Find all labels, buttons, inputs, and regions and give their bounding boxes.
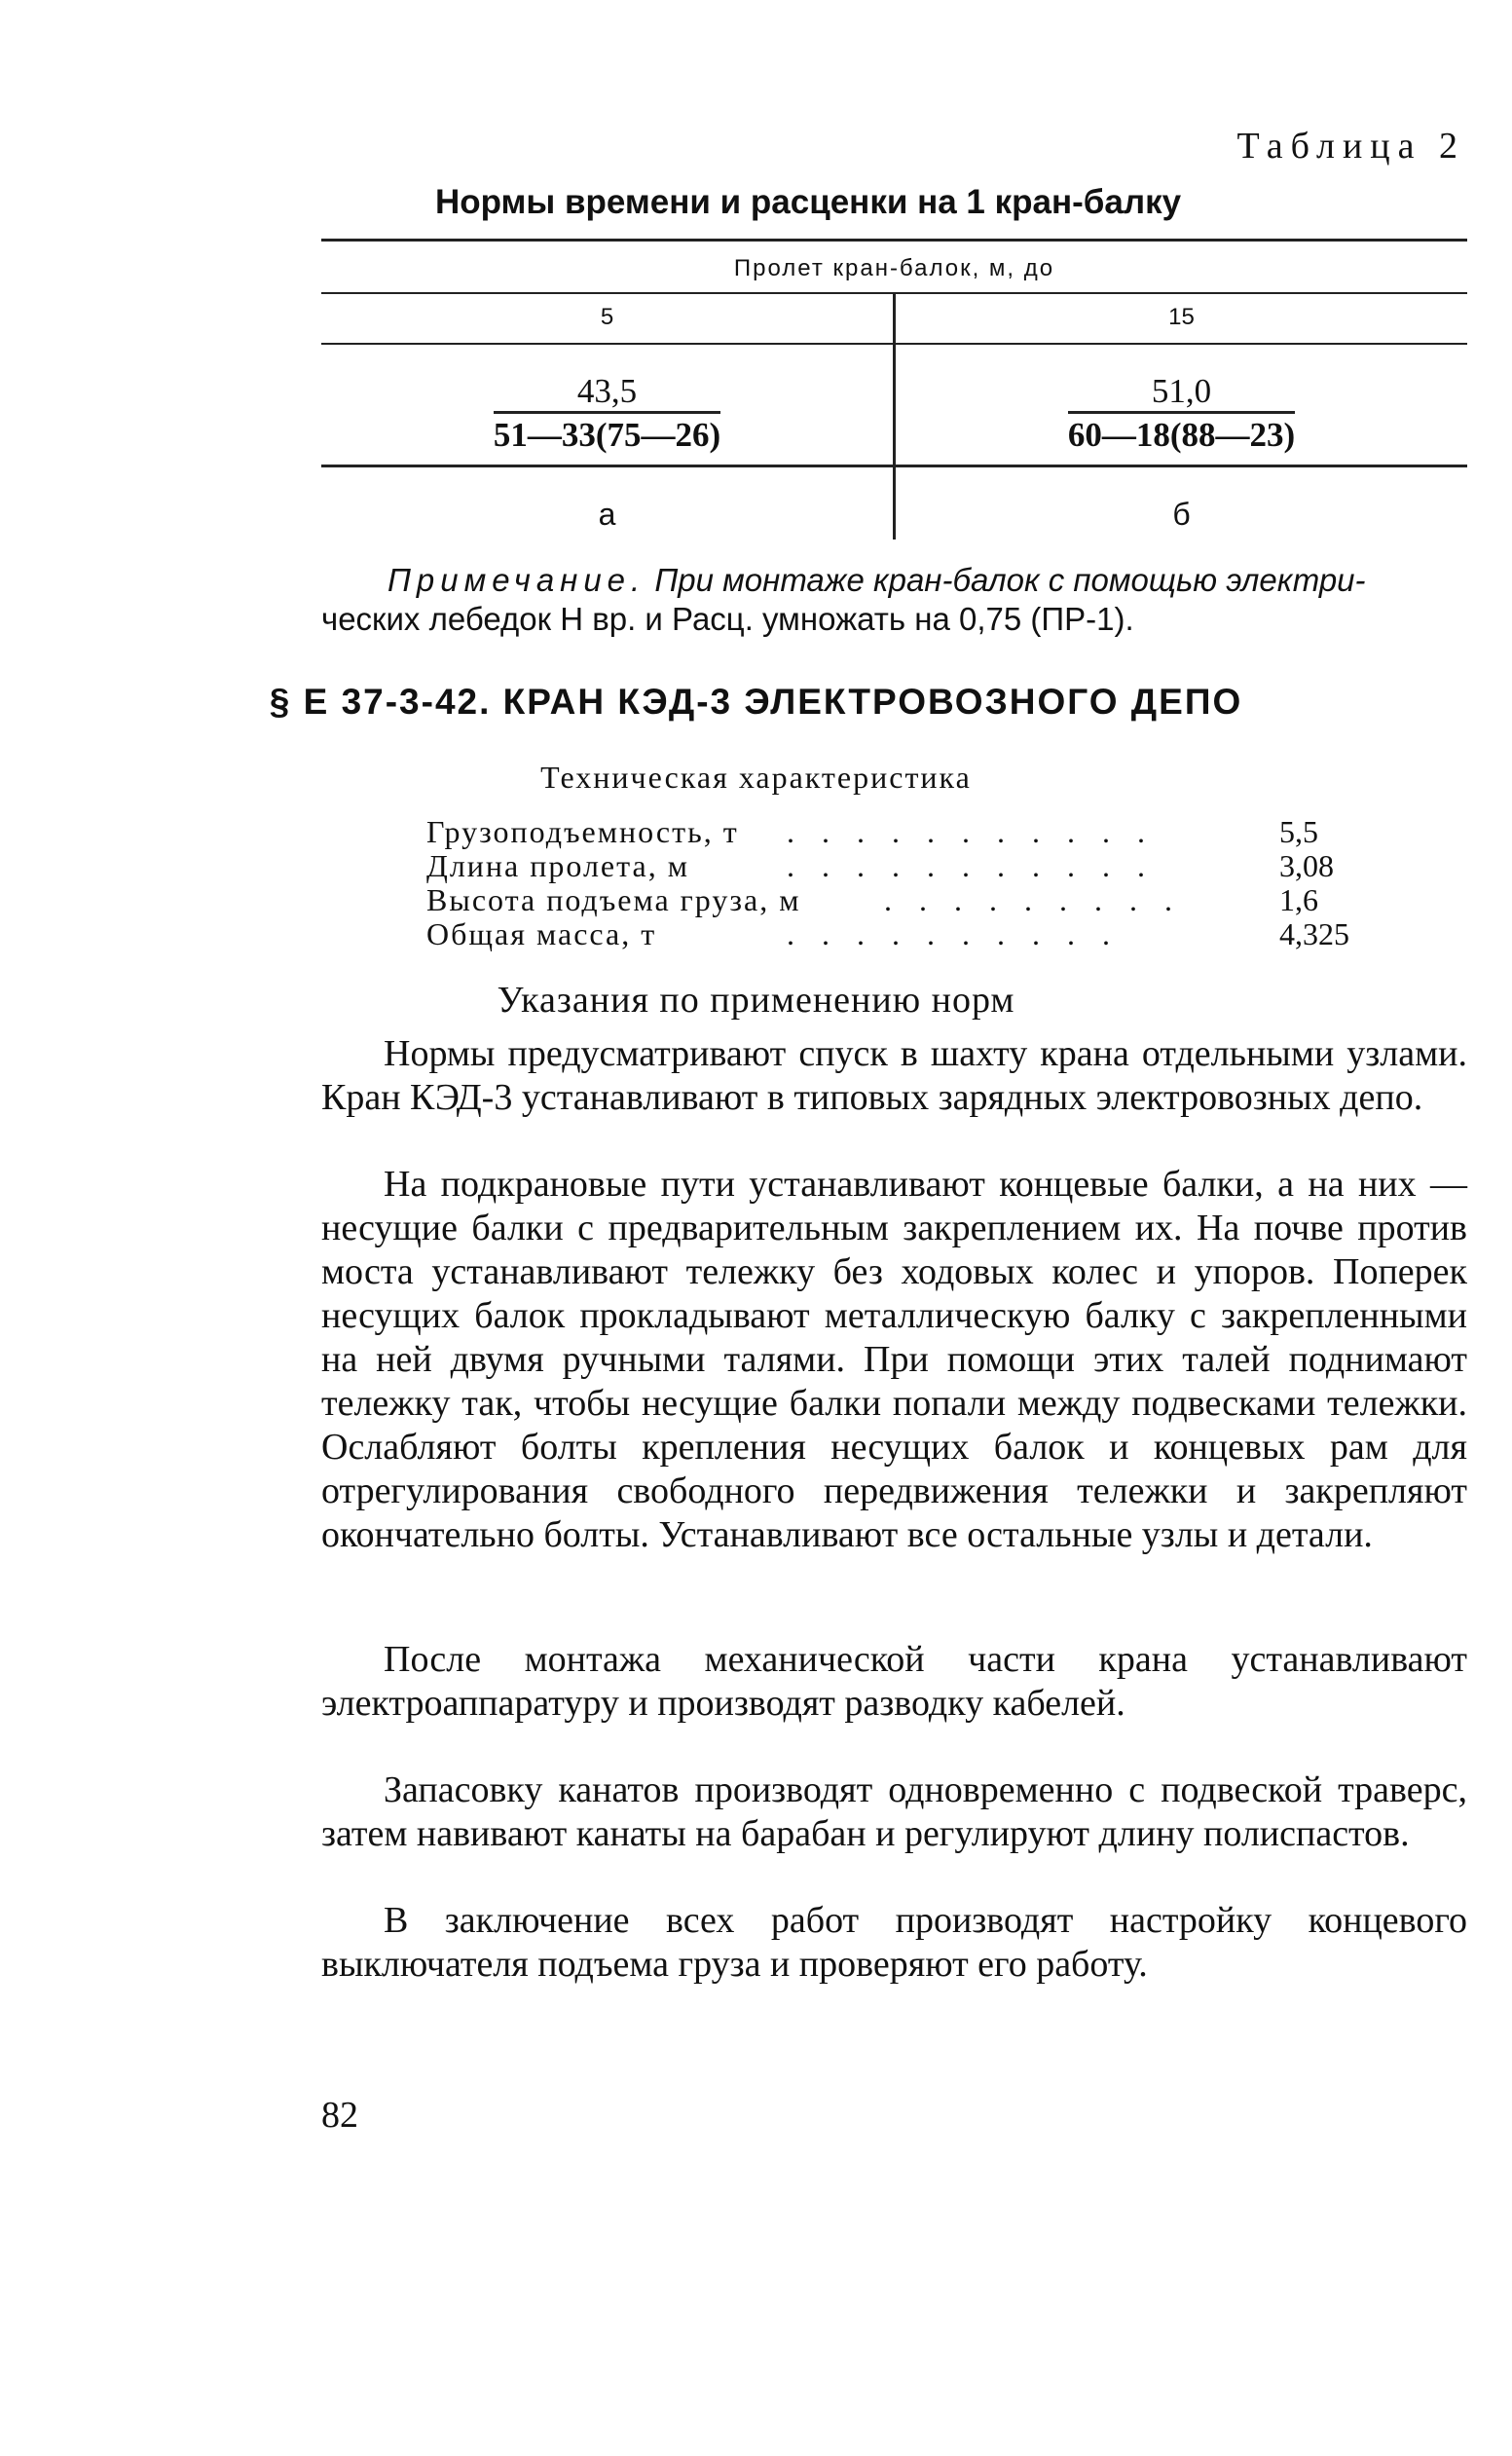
table-values-rule (321, 465, 1467, 467)
value-denominator: 51—33(75—26) (494, 411, 720, 455)
body-text (321, 1163, 1467, 1557)
table-label: Таблица 2 (1236, 126, 1465, 167)
spec-label: Высота подъема груза, м (426, 882, 801, 917)
table-columns-rule (321, 343, 1467, 345)
note-line2-b: умножать на 0,75 (ПР-1). (762, 601, 1134, 637)
value-numerator: 43,5 (576, 372, 638, 410)
paragraph: В заключение всех работ производят настройку концевого выключателя подъема груза и проверяют его работу. (321, 1900, 1467, 1985)
note-lead: Примечание. (387, 562, 646, 598)
spec-value: 3,08 (1279, 848, 1334, 883)
spec-value: 5,5 (1279, 814, 1318, 849)
leader-dots: . . . . . . . . . . (787, 916, 1120, 951)
spec-row (426, 884, 1361, 919)
note-line2-a: ческих лебедок Н вр. и (321, 601, 663, 637)
spec-label: Грузоподъемность, т (426, 814, 739, 849)
leader-dots: . . . . . . . . . . . (787, 848, 1155, 883)
spec-value: 4,325 (1279, 916, 1349, 951)
table-top-rule (321, 239, 1467, 242)
value-numerator: 51,0 (1151, 372, 1212, 410)
body-text (321, 1638, 1467, 1726)
leader-dots: . . . . . . . . . (884, 882, 1182, 917)
paragraph: Нормы предусматривают спуск в шахту крана отдельными узлами. Кран КЭД-3 устанавливают в типовых зарядных электровозных депо. (321, 1033, 1467, 1118)
note-line-2 (321, 601, 1134, 638)
note-line2-bold: Расц. (672, 601, 754, 637)
spec-row (426, 816, 1361, 851)
section-heading: § Е 37-3-42. КРАН КЭД-3 ЭЛЕКТРОВОЗНОГО ДЕПО (269, 682, 1243, 722)
leader-dots: . . . . . . . . . . . (787, 814, 1155, 849)
table-header: Пролет кран-балок, м, до (733, 255, 1055, 281)
paragraph: После монтажа механической части крана устанавливают электроаппаратуру и производят разводку кабелей. (321, 1639, 1467, 1724)
value-cell-5 (321, 372, 893, 456)
body-text (321, 1899, 1467, 1987)
spec-row (426, 850, 1361, 885)
row-letter-a: а (598, 497, 616, 532)
spec-label: Общая масса, т (426, 916, 657, 951)
value-cell-15 (896, 372, 1467, 456)
spec-title: Техническая характеристика (540, 760, 972, 795)
table-note (387, 560, 1466, 600)
spec-value: 1,6 (1279, 882, 1318, 917)
column-heading-15: 15 (1168, 304, 1195, 330)
column-heading-5: 5 (600, 304, 614, 330)
paragraph: На подкрановые пути устанавливают концевые балки, а на них — несущие балки с предварительным закреплением их. На почве против моста устанавливают тележку без ходовых колес и упоров. Поперек несущих балок прокладывают металлическую балку с закрепленными на ней двумя ручными талями. При помощи этих талей поднимают тележку так, чтобы несущие балки попали между подвесками тележки. Ослабляют болты крепления несущих балок и концевых рам для отрегулирования свободного передвижения тележки и закрепляют окончательно болты. Устанавливают все остальные узлы и детали. (321, 1164, 1467, 1555)
subheading: Указания по применению норм (497, 980, 1015, 1021)
spec-label: Длина пролета, м (426, 848, 689, 883)
row-letter-b: б (1172, 497, 1191, 532)
body-text (321, 1768, 1467, 1856)
body-text (321, 1032, 1467, 1120)
paragraph: Запасовку канатов производят одновременно с подвеской траверс, затем навивают канаты на барабан и регулируют длину полиспастов. (321, 1769, 1467, 1854)
note-text: При монтаже кран-балок с помощью электри- (654, 562, 1366, 598)
page-number: 82 (321, 2095, 358, 2136)
value-denominator: 60—18(88—23) (1068, 411, 1295, 455)
table-title: Нормы времени и расценки на 1 кран-балку (434, 183, 1182, 221)
spec-row (426, 918, 1361, 953)
